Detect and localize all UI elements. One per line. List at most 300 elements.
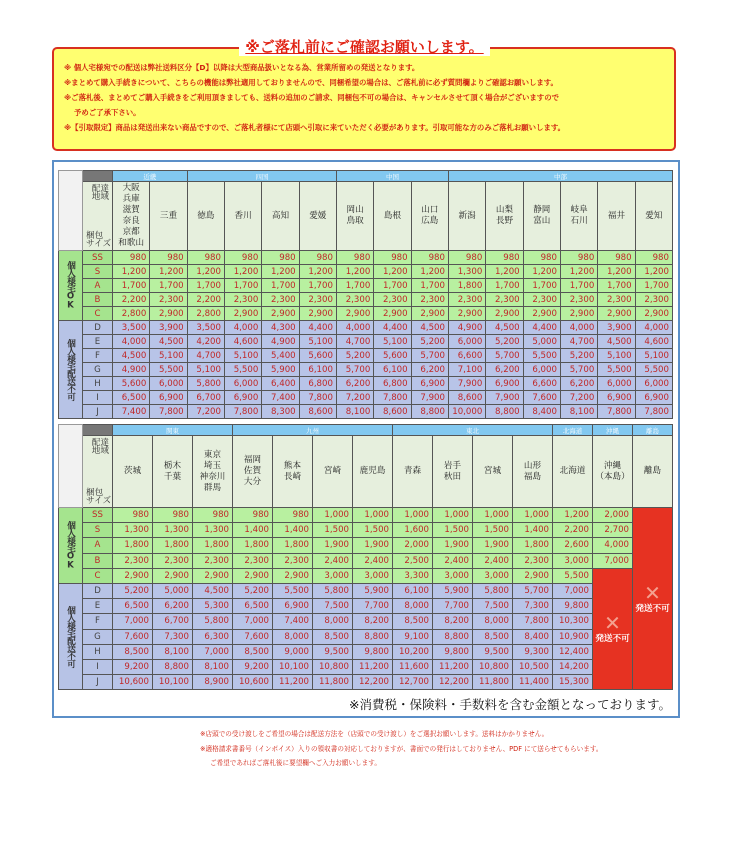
rate-cell: 980 <box>560 251 597 265</box>
rate-cell: 1,000 <box>313 508 353 523</box>
rate-cell: 1,500 <box>473 523 513 538</box>
rate-cell: 7,400 <box>113 405 150 419</box>
rate-cell: 7,500 <box>473 599 513 614</box>
rate-cell: 8,800 <box>433 629 473 644</box>
rate-cell: 7,200 <box>560 391 597 405</box>
rate-cell: 1,900 <box>433 538 473 553</box>
rate-cell: 2,300 <box>113 553 153 568</box>
rate-cell: 1,800 <box>273 538 313 553</box>
size-code: A <box>83 538 113 553</box>
rate-cell: 1,200 <box>523 265 560 279</box>
rate-cell: 2,900 <box>374 307 411 321</box>
destination-header: 鹿児島 <box>353 436 393 508</box>
rate-row <box>59 614 673 629</box>
rate-row <box>59 279 673 293</box>
unavailable-cell-okinawa <box>593 568 633 690</box>
rate-cell: 980 <box>411 251 448 265</box>
rate-cell: 6,000 <box>635 377 672 391</box>
rate-cell: 2,900 <box>411 307 448 321</box>
rate-row <box>59 363 673 377</box>
rate-cell: 6,700 <box>187 391 224 405</box>
rate-cell: 4,900 <box>113 363 150 377</box>
rate-cell: 980 <box>233 508 273 523</box>
side-label-ng: 個人様宅配送不可 <box>59 321 83 419</box>
rate-cell: 3,500 <box>113 321 150 335</box>
rate-cell: 8,100 <box>193 659 233 674</box>
rate-cell: 8,500 <box>113 644 153 659</box>
rate-cell: 8,000 <box>313 614 353 629</box>
rate-cell: 6,100 <box>393 583 433 598</box>
area-label: 配達 地域 <box>91 438 109 456</box>
rate-cell: 5,900 <box>262 363 299 377</box>
destination-header: 茨城 <box>113 436 153 508</box>
blank-cell <box>59 425 83 508</box>
blank-cell <box>59 171 83 251</box>
rate-cell: 8,500 <box>393 614 433 629</box>
rate-cell: 4,200 <box>187 335 224 349</box>
size-code: S <box>83 265 113 279</box>
rate-cell: 1,200 <box>553 508 593 523</box>
rate-cell: 5,500 <box>150 363 187 377</box>
rate-cell: 2,300 <box>153 553 193 568</box>
rate-cell: 10,100 <box>273 659 313 674</box>
rate-cell: 5,100 <box>299 335 336 349</box>
region-group-header: 中部 <box>448 171 672 182</box>
destination-header-row <box>59 182 673 251</box>
rate-cell: 2,400 <box>353 553 393 568</box>
rate-cell: 9,200 <box>233 659 273 674</box>
rate-cell: 4,400 <box>299 321 336 335</box>
rate-cell: 1,700 <box>598 279 635 293</box>
rate-cell: 14,200 <box>553 659 593 674</box>
destination-header: 宮崎 <box>313 436 353 508</box>
destination-header: 山梨 長野 <box>486 182 523 251</box>
rate-cell: 980 <box>150 251 187 265</box>
rate-cell: 8,200 <box>353 614 393 629</box>
rate-cell: 2,300 <box>273 553 313 568</box>
size-code: SS <box>83 508 113 523</box>
rate-cell: 10,800 <box>313 659 353 674</box>
rate-cell: 2,400 <box>313 553 353 568</box>
shipping-rate-table-west <box>58 170 673 419</box>
rate-cell: 2,300 <box>598 293 635 307</box>
destination-header: 愛媛 <box>299 182 336 251</box>
rate-cell: 4,700 <box>187 349 224 363</box>
rate-cell: 1,500 <box>353 523 393 538</box>
rate-cell: 9,300 <box>513 644 553 659</box>
rate-cell: 2,300 <box>193 553 233 568</box>
notice-line: ※ 個人宅様宛での配送は弊社送料区分【D】以降は大型商品扱いとなる為、営業所留めの発送となります。 <box>64 63 420 72</box>
rate-cell: 2,900 <box>635 307 672 321</box>
rate-cell: 4,500 <box>113 349 150 363</box>
rate-cell: 2,400 <box>473 553 513 568</box>
rate-cell: 7,500 <box>313 599 353 614</box>
size-code: A <box>83 279 113 293</box>
x-icon: ✕ <box>644 580 661 605</box>
rate-cell: 1,900 <box>313 538 353 553</box>
rate-cell: 2,500 <box>393 553 433 568</box>
rate-cell: 1,700 <box>187 279 224 293</box>
rate-cell: 8,300 <box>262 405 299 419</box>
rate-cell: 980 <box>299 251 336 265</box>
rate-cell: 1,300 <box>153 523 193 538</box>
region-group-header: 九州 <box>233 425 393 436</box>
rate-cell: 8,500 <box>473 629 513 644</box>
rate-cell: 1,700 <box>486 279 523 293</box>
size-code: J <box>83 405 113 419</box>
rate-cell: 4,000 <box>560 321 597 335</box>
destination-header: 新潟 <box>448 182 485 251</box>
size-code: G <box>83 629 113 644</box>
rate-cell: 6,000 <box>448 335 485 349</box>
rate-cell: 5,200 <box>233 583 273 598</box>
header-corner <box>83 436 113 508</box>
rate-cell: 10,600 <box>233 675 273 690</box>
rate-cell: 5,100 <box>635 349 672 363</box>
rate-cell: 5,900 <box>433 583 473 598</box>
rate-cell: 1,200 <box>411 265 448 279</box>
rate-cell: 6,000 <box>598 377 635 391</box>
rate-cell: 3,000 <box>473 568 513 583</box>
rate-cell: 1,900 <box>353 538 393 553</box>
rate-cell: 6,200 <box>153 599 193 614</box>
destination-header: 香川 <box>224 182 261 251</box>
rate-cell: 6,600 <box>523 377 560 391</box>
rate-cell: 2,900 <box>560 307 597 321</box>
rate-cell: 7,100 <box>448 363 485 377</box>
size-code: SS <box>83 251 113 265</box>
destination-header: 岩手 秋田 <box>433 436 473 508</box>
rate-cell: 5,100 <box>150 349 187 363</box>
rate-cell: 2,900 <box>153 568 193 583</box>
notice-line: 予めご了承下さい。 <box>74 108 141 117</box>
rate-cell: 1,200 <box>187 265 224 279</box>
size-code: B <box>83 293 113 307</box>
rate-row <box>59 508 673 523</box>
rate-cell: 6,900 <box>224 391 261 405</box>
size-code: B <box>83 553 113 568</box>
size-code: F <box>83 614 113 629</box>
destination-header: 北海道 <box>553 436 593 508</box>
rate-cell: 2,200 <box>553 523 593 538</box>
size-code: D <box>83 583 113 598</box>
destination-header: 青森 <box>393 436 433 508</box>
rate-cell: 1,700 <box>299 279 336 293</box>
rate-cell: 9,500 <box>313 644 353 659</box>
rate-cell: 11,800 <box>473 675 513 690</box>
rate-cell: 10,300 <box>553 614 593 629</box>
rate-cell: 1,300 <box>193 523 233 538</box>
rate-cell: 5,100 <box>187 363 224 377</box>
rate-cell: 4,700 <box>560 335 597 349</box>
region-group-header: 関東 <box>113 425 233 436</box>
rate-cell: 6,800 <box>374 377 411 391</box>
rate-cell: 7,800 <box>374 391 411 405</box>
rate-cell: 2,900 <box>523 307 560 321</box>
rate-cell: 5,700 <box>336 363 373 377</box>
rate-cell: 2,900 <box>486 307 523 321</box>
region-group-header: 北海道 <box>553 425 593 436</box>
rate-row <box>59 307 673 321</box>
rate-cell: 2,900 <box>150 307 187 321</box>
rate-cell: 6,500 <box>113 391 150 405</box>
rate-cell: 980 <box>448 251 485 265</box>
rate-cell: 7,600 <box>523 391 560 405</box>
rate-cell: 5,300 <box>193 599 233 614</box>
region-group-header: 中国 <box>336 171 448 182</box>
rate-cell: 7,800 <box>150 405 187 419</box>
rate-cell: 2,900 <box>193 568 233 583</box>
rate-cell: 980 <box>598 251 635 265</box>
destination-header: 熊本 長崎 <box>273 436 313 508</box>
rate-cell: 1,400 <box>233 523 273 538</box>
destination-header: 岐阜 石川 <box>560 182 597 251</box>
rate-cell: 4,900 <box>262 335 299 349</box>
rate-cell: 3,500 <box>187 321 224 335</box>
rate-cell: 6,300 <box>193 629 233 644</box>
rate-cell: 5,500 <box>598 363 635 377</box>
rate-cell: 7,600 <box>233 629 273 644</box>
rate-cell: 10,100 <box>153 675 193 690</box>
group-header-row <box>59 425 673 436</box>
notice-title: ※ご落札前にご確認お願いします。 <box>0 36 729 57</box>
rate-cell: 7,200 <box>336 391 373 405</box>
rate-cell: 5,800 <box>187 377 224 391</box>
rate-cell: 4,000 <box>224 321 261 335</box>
rate-cell: 5,600 <box>299 349 336 363</box>
destination-header: 離島 <box>633 436 673 508</box>
rate-cell: 2,900 <box>448 307 485 321</box>
rate-cell: 8,100 <box>560 405 597 419</box>
rate-cell: 980 <box>523 251 560 265</box>
unavailable-cell-remote-islands <box>633 508 673 690</box>
rate-row <box>59 349 673 363</box>
rate-cell: 6,100 <box>299 363 336 377</box>
rate-cell: 15,300 <box>553 675 593 690</box>
rate-cell: 2,900 <box>233 568 273 583</box>
destination-header: 三重 <box>150 182 187 251</box>
size-code: I <box>83 391 113 405</box>
rate-cell: 3,000 <box>353 568 393 583</box>
rate-cell: 2,300 <box>523 293 560 307</box>
rate-cell: 1,800 <box>193 538 233 553</box>
rate-cell: 7,700 <box>353 599 393 614</box>
rate-cell: 6,000 <box>224 377 261 391</box>
footer-notes <box>200 727 603 771</box>
rate-cell: 7,800 <box>513 614 553 629</box>
rate-row <box>59 599 673 614</box>
rate-cell: 3,900 <box>150 321 187 335</box>
size-code: G <box>83 363 113 377</box>
unavailable-label: 発送不可 <box>595 634 630 644</box>
rate-cell: 7,900 <box>411 391 448 405</box>
rate-cell: 1,700 <box>560 279 597 293</box>
region-group-header: 離島 <box>633 425 673 436</box>
rate-cell: 8,500 <box>233 644 273 659</box>
rate-cell: 4,400 <box>523 321 560 335</box>
rate-cell: 1,200 <box>560 265 597 279</box>
rate-cell: 6,500 <box>113 599 153 614</box>
rate-cell: 8,500 <box>313 629 353 644</box>
rate-cell: 7,200 <box>187 405 224 419</box>
rate-cell: 1,700 <box>224 279 261 293</box>
rate-cell: 2,400 <box>433 553 473 568</box>
rate-cell: 980 <box>153 508 193 523</box>
rate-cell: 1,200 <box>598 265 635 279</box>
rate-cell: 8,800 <box>353 629 393 644</box>
rate-cell: 7,800 <box>598 405 635 419</box>
rate-cell: 6,900 <box>598 391 635 405</box>
destination-header: 東京 埼玉 神奈川 群馬 <box>193 436 233 508</box>
rate-cell: 7,400 <box>273 614 313 629</box>
rate-cell: 2,900 <box>513 568 553 583</box>
rate-cell: 5,700 <box>486 349 523 363</box>
rate-cell: 5,800 <box>193 614 233 629</box>
group-header-row <box>59 171 673 182</box>
rate-cell: 2,300 <box>448 293 485 307</box>
rate-cell: 4,000 <box>336 321 373 335</box>
corner-top-cell <box>83 171 113 182</box>
header-corner <box>83 182 113 251</box>
destination-header: 愛知 <box>635 182 672 251</box>
rate-row <box>59 675 673 690</box>
rate-cell: 8,800 <box>153 659 193 674</box>
rate-cell: 980 <box>113 251 150 265</box>
size-code: J <box>83 675 113 690</box>
rate-cell: 8,800 <box>411 405 448 419</box>
rate-cell: 9,000 <box>273 644 313 659</box>
rate-cell: 5,800 <box>473 583 513 598</box>
rate-cell: 5,500 <box>224 363 261 377</box>
rate-cell: 6,200 <box>411 363 448 377</box>
rate-cell: 10,000 <box>448 405 485 419</box>
rate-cell: 7,800 <box>299 391 336 405</box>
size-code: H <box>83 377 113 391</box>
rate-cell: 4,000 <box>113 335 150 349</box>
rate-cell: 6,600 <box>448 349 485 363</box>
rate-cell: 8,400 <box>513 629 553 644</box>
rate-cell: 5,100 <box>224 349 261 363</box>
rate-cell: 2,000 <box>593 508 633 523</box>
rate-cell: 4,000 <box>635 321 672 335</box>
rate-cell: 6,700 <box>153 614 193 629</box>
rate-cell: 11,400 <box>513 675 553 690</box>
rate-cell: 2,900 <box>224 307 261 321</box>
notice-line: ※【引取限定】商品は発送出来ない商品ですので、ご落札者様にて店頭へ引取に来ていただく必要があります。引取可能な方のみご落札お願いします。 <box>64 123 566 132</box>
shipping-rate-table-east <box>58 424 673 690</box>
rate-cell: 5,800 <box>313 583 353 598</box>
rate-cell: 2,300 <box>411 293 448 307</box>
rate-cell: 1,000 <box>433 508 473 523</box>
rate-cell: 980 <box>635 251 672 265</box>
size-code: E <box>83 599 113 614</box>
unavailable-label: 発送不可 <box>635 603 670 614</box>
rate-cell: 5,200 <box>560 349 597 363</box>
rate-cell: 11,200 <box>273 675 313 690</box>
size-code: E <box>83 335 113 349</box>
rate-cell: 6,200 <box>336 377 373 391</box>
rate-cell: 2,000 <box>393 538 433 553</box>
destination-header-row <box>59 436 673 508</box>
rate-cell: 2,700 <box>593 523 633 538</box>
rate-cell: 12,200 <box>353 675 393 690</box>
rate-cell: 6,200 <box>560 377 597 391</box>
rate-cell: 2,900 <box>336 307 373 321</box>
rate-cell: 1,200 <box>635 265 672 279</box>
rate-cell: 2,800 <box>187 307 224 321</box>
footer-note: ご希望であればご落札後に要望欄へご入力お願いします。 <box>210 759 381 767</box>
rate-cell: 6,900 <box>486 377 523 391</box>
rate-cell: 980 <box>193 508 233 523</box>
rate-cell: 5,700 <box>411 349 448 363</box>
rate-row <box>59 659 673 674</box>
rate-cell: 1,200 <box>150 265 187 279</box>
rate-cell: 7,800 <box>635 405 672 419</box>
rate-cell: 1,200 <box>486 265 523 279</box>
rate-cell: 9,500 <box>473 644 513 659</box>
rate-row <box>59 335 673 349</box>
rate-cell: 4,500 <box>486 321 523 335</box>
rate-cell: 5,500 <box>523 349 560 363</box>
size-code: I <box>83 659 113 674</box>
notice-line: ※ご落札後、まとめてご購入手続きをご利用頂きましても、送料の追加のご請求、同梱包不可の場合は、キャンセルさせて頂く場合がございますので <box>64 93 559 102</box>
rate-cell: 4,300 <box>262 321 299 335</box>
rate-row <box>59 391 673 405</box>
rate-cell: 2,300 <box>233 553 273 568</box>
rate-cell: 5,000 <box>153 583 193 598</box>
rate-cell: 2,900 <box>598 307 635 321</box>
rate-cell: 2,300 <box>560 293 597 307</box>
rate-cell: 11,800 <box>313 675 353 690</box>
rate-cell: 7,900 <box>448 377 485 391</box>
rate-cell: 12,700 <box>393 675 433 690</box>
rate-cell: 1,900 <box>473 538 513 553</box>
rate-cell: 980 <box>113 508 153 523</box>
rate-cell: 8,100 <box>153 644 193 659</box>
rate-cell: 5,500 <box>635 363 672 377</box>
rate-row <box>59 377 673 391</box>
rate-cell: 6,500 <box>233 599 273 614</box>
rate-cell: 5,100 <box>374 335 411 349</box>
rate-cell: 2,900 <box>262 307 299 321</box>
size-code: C <box>83 307 113 321</box>
rate-cell: 4,700 <box>336 335 373 349</box>
rate-cell: 980 <box>187 251 224 265</box>
destination-header: 福井 <box>598 182 635 251</box>
tax-note: ※消費税・保険料・手数料を含む金額となっております。 <box>349 697 671 712</box>
rate-cell: 1,300 <box>448 265 485 279</box>
destination-header: 栃木 千葉 <box>153 436 193 508</box>
rate-cell: 1,200 <box>374 265 411 279</box>
destination-header: 高知 <box>262 182 299 251</box>
rate-cell: 6,100 <box>374 363 411 377</box>
rate-cell: 5,600 <box>374 349 411 363</box>
rate-cell: 7,600 <box>113 629 153 644</box>
rate-cell: 2,300 <box>374 293 411 307</box>
rate-cell: 2,300 <box>299 293 336 307</box>
size-code: S <box>83 523 113 538</box>
rate-cell: 11,200 <box>353 659 393 674</box>
rate-cell: 4,900 <box>448 321 485 335</box>
rate-cell: 7,000 <box>553 583 593 598</box>
rate-cell: 7,700 <box>433 599 473 614</box>
destination-header: 山形 福島 <box>513 436 553 508</box>
rate-cell: 7,000 <box>233 614 273 629</box>
rate-cell: 10,800 <box>473 659 513 674</box>
rate-cell: 5,600 <box>113 377 150 391</box>
corner-top-cell <box>83 425 113 436</box>
rate-cell: 4,500 <box>411 321 448 335</box>
